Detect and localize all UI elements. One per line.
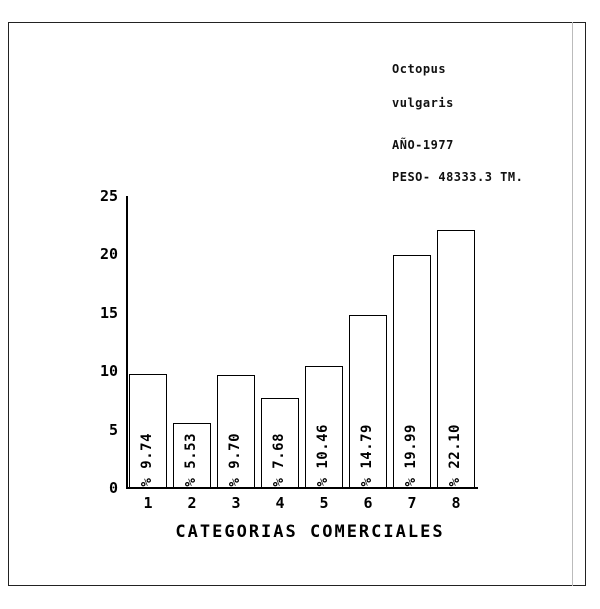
x-tick-8: 8: [451, 494, 461, 512]
y-tick-25: 25: [99, 187, 118, 205]
x-axis-tick-labels: [126, 494, 478, 516]
x-tick-5: 5: [319, 494, 329, 512]
y-tick-0: 0: [108, 479, 118, 497]
bar-value-label: % 22.10: [447, 424, 463, 487]
bar-value-label: % 19.99: [403, 424, 419, 487]
x-tick-7: 7: [407, 494, 417, 512]
x-tick-6: 6: [363, 494, 373, 512]
bar-value-label: % 9.70: [227, 433, 243, 487]
bar-category-7: [393, 255, 431, 488]
bar-category-2: [173, 423, 211, 488]
species-name-line-2: vulgaris: [392, 96, 454, 110]
annotation-block: [392, 62, 582, 184]
bar-category-8: [437, 230, 475, 488]
bar-value-label: % 5.53: [183, 433, 199, 487]
y-tick-10: 10: [99, 362, 118, 381]
x-tick-4: 4: [275, 494, 285, 512]
bar-value-label: % 10.46: [315, 424, 331, 487]
x-axis-title: CATEGORIAS COMERCIALES: [175, 522, 445, 542]
weight-label: PESO- 48333.3 TM.: [392, 170, 524, 184]
bar-category-6: [349, 315, 387, 488]
bar-category-1: [129, 374, 167, 488]
x-tick-1: 1: [143, 494, 153, 512]
y-axis-tick-labels: [56, 188, 118, 498]
y-tick-20: 20: [99, 245, 118, 264]
year-label: AÑO-1977: [392, 138, 454, 152]
bar-value-label: % 14.79: [359, 424, 375, 487]
x-tick-2: 2: [187, 494, 197, 512]
bar-value-label: % 9.74: [139, 433, 155, 487]
bar-series: [126, 196, 478, 488]
bar-category-4: [261, 398, 299, 488]
species-name-line-1: Octopus: [392, 62, 447, 76]
y-tick-5: 5: [108, 420, 118, 439]
bar-value-label: % 7.68: [271, 433, 287, 487]
bar-category-5: [305, 366, 343, 488]
x-tick-3: 3: [231, 494, 241, 512]
bar-category-3: [217, 375, 255, 488]
y-tick-15: 15: [99, 303, 118, 322]
